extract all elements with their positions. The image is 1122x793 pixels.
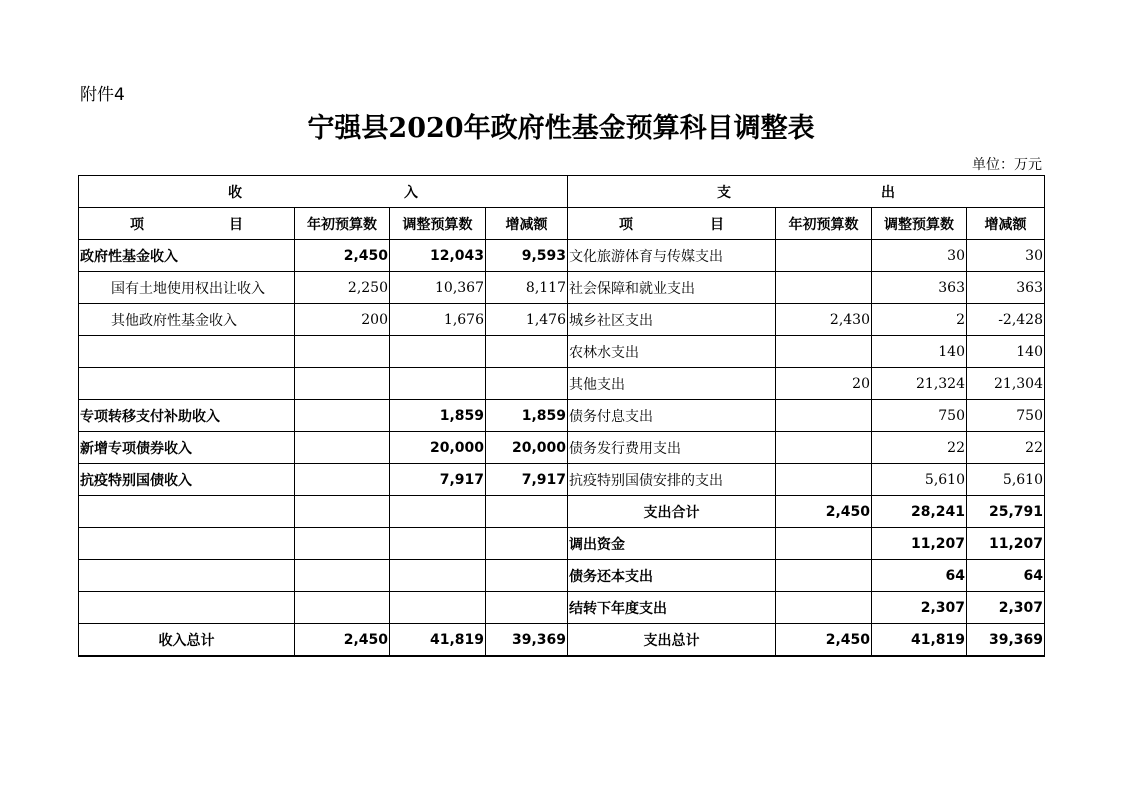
- income-item: 政府性基金收入: [79, 240, 295, 272]
- income-adjusted: 7,917: [390, 464, 486, 496]
- expense-initial: 2,450: [776, 624, 872, 657]
- expense-item-header: [568, 208, 776, 240]
- expense-adjusted: 5,610: [872, 464, 967, 496]
- income-adjusted: [390, 560, 486, 592]
- income-item: 专项转移支付补助收入: [79, 400, 295, 432]
- table-row-total: [79, 624, 1045, 657]
- expense-change-header: 增减额: [967, 208, 1045, 240]
- expense-change: 21,304: [967, 368, 1045, 400]
- expense-adjusted: 22: [872, 432, 967, 464]
- income-item: [79, 368, 295, 400]
- income-initial: 2,450: [295, 240, 390, 272]
- income-change: [486, 528, 568, 560]
- income-initial: [295, 464, 390, 496]
- income-initial: [295, 432, 390, 464]
- table-row: [79, 240, 1045, 272]
- income-change: [486, 560, 568, 592]
- income-initial: [295, 368, 390, 400]
- income-change: 8,117: [486, 272, 568, 304]
- expense-item: 社会保障和就业支出: [568, 272, 776, 304]
- expense-adjusted: 140: [872, 336, 967, 368]
- attachment-label: 附件4: [80, 85, 125, 105]
- income-adjusted: 1,859: [390, 400, 486, 432]
- expense-char-2: 出: [881, 184, 895, 201]
- expense-initial: [776, 560, 872, 592]
- expense-item: 调出资金: [568, 528, 776, 560]
- unit-label: 单位：万元: [972, 157, 1042, 173]
- expense-adjusted: 363: [872, 272, 967, 304]
- expense-change: 30: [967, 240, 1045, 272]
- income-initial: [295, 592, 390, 624]
- income-item: 国有土地使用权出让收入: [79, 272, 295, 304]
- income-char-2: 入: [404, 184, 418, 201]
- income-change-header: 增减额: [486, 208, 568, 240]
- income-change: 1,859: [486, 400, 568, 432]
- expense-initial: [776, 240, 872, 272]
- table-row: [79, 304, 1045, 336]
- expense-item: 债务还本支出: [568, 560, 776, 592]
- income-char-1: 收: [228, 184, 242, 201]
- income-change: [486, 496, 568, 528]
- income-adjusted: 10,367: [390, 272, 486, 304]
- income-item: 抗疫特别国债收入: [79, 464, 295, 496]
- expense-item: 支出总计: [568, 624, 776, 657]
- expense-initial: [776, 272, 872, 304]
- expense-adjusted: 64: [872, 560, 967, 592]
- section-header-row: [79, 176, 1045, 208]
- expense-item: 支出合计: [568, 496, 776, 528]
- column-header-row: [79, 208, 1045, 240]
- income-change: 9,593: [486, 240, 568, 272]
- income-adjusted: [390, 336, 486, 368]
- income-item: [79, 592, 295, 624]
- income-initial: [295, 560, 390, 592]
- income-item: 收入总计: [79, 624, 295, 657]
- expense-change: -2,428: [967, 304, 1045, 336]
- income-adjusted: 41,819: [390, 624, 486, 657]
- expense-change: 39,369: [967, 624, 1045, 657]
- table-row: [79, 400, 1045, 432]
- income-item: [79, 496, 295, 528]
- income-item: [79, 560, 295, 592]
- table-row: [79, 560, 1045, 592]
- income-section-header: [79, 176, 568, 208]
- expense-adjusted-header: 调整预算数: [872, 208, 967, 240]
- expense-item: 其他支出: [568, 368, 776, 400]
- expense-item: 债务发行费用支出: [568, 432, 776, 464]
- expense-item: 城乡社区支出: [568, 304, 776, 336]
- expense-change: 2,307: [967, 592, 1045, 624]
- table-row: [79, 528, 1045, 560]
- income-adjusted: [390, 592, 486, 624]
- income-adjusted: [390, 528, 486, 560]
- item-char-1: 项: [619, 216, 633, 233]
- income-initial: [295, 336, 390, 368]
- income-change: [486, 592, 568, 624]
- expense-adjusted: 30: [872, 240, 967, 272]
- expense-change: 11,207: [967, 528, 1045, 560]
- table-row: [79, 272, 1045, 304]
- income-item: [79, 528, 295, 560]
- income-initial: 200: [295, 304, 390, 336]
- table-row: [79, 464, 1045, 496]
- income-adjusted: 1,676: [390, 304, 486, 336]
- expense-initial: 2,430: [776, 304, 872, 336]
- expense-item: 抗疫特别国债安排的支出: [568, 464, 776, 496]
- item-char-2: 目: [710, 216, 724, 233]
- expense-initial-header: 年初预算数: [776, 208, 872, 240]
- income-initial: [295, 496, 390, 528]
- income-change: 7,917: [486, 464, 568, 496]
- income-adjusted: 12,043: [390, 240, 486, 272]
- expense-change: 140: [967, 336, 1045, 368]
- expense-adjusted: 21,324: [872, 368, 967, 400]
- item-char-1: 项: [130, 216, 144, 233]
- income-initial-header: 年初预算数: [295, 208, 390, 240]
- expense-item: 农林水支出: [568, 336, 776, 368]
- expense-initial: [776, 464, 872, 496]
- income-change: [486, 336, 568, 368]
- expense-initial: [776, 592, 872, 624]
- expense-adjusted: 28,241: [872, 496, 967, 528]
- table-row: [79, 432, 1045, 464]
- expense-adjusted: 11,207: [872, 528, 967, 560]
- income-initial: 2,250: [295, 272, 390, 304]
- income-adjusted: [390, 368, 486, 400]
- income-change: 1,476: [486, 304, 568, 336]
- expense-change: 750: [967, 400, 1045, 432]
- income-adjusted: 20,000: [390, 432, 486, 464]
- expense-change: 25,791: [967, 496, 1045, 528]
- income-adjusted: [390, 496, 486, 528]
- income-initial: [295, 400, 390, 432]
- item-char-2: 目: [229, 216, 243, 233]
- expense-initial: 20: [776, 368, 872, 400]
- expense-change: 363: [967, 272, 1045, 304]
- expense-change: 64: [967, 560, 1045, 592]
- income-item: [79, 336, 295, 368]
- expense-initial: [776, 400, 872, 432]
- page-title: 宁强县2020年政府性基金预算科目调整表: [307, 113, 815, 144]
- expense-initial: [776, 432, 872, 464]
- expense-adjusted: 750: [872, 400, 967, 432]
- income-item: 新增专项债券收入: [79, 432, 295, 464]
- income-change: [486, 368, 568, 400]
- table-row: [79, 496, 1045, 528]
- expense-section-header: [568, 176, 1045, 208]
- income-change: 39,369: [486, 624, 568, 657]
- expense-initial: [776, 528, 872, 560]
- table-row: [79, 368, 1045, 400]
- expense-char-1: 支: [717, 184, 731, 201]
- expense-adjusted: 41,819: [872, 624, 967, 657]
- expense-adjusted: 2: [872, 304, 967, 336]
- expense-item: 结转下年度支出: [568, 592, 776, 624]
- budget-adjustment-table: [78, 175, 1045, 657]
- income-initial: [295, 528, 390, 560]
- expense-change: 5,610: [967, 464, 1045, 496]
- income-change: 20,000: [486, 432, 568, 464]
- expense-item: 文化旅游体育与传媒支出: [568, 240, 776, 272]
- expense-item: 债务付息支出: [568, 400, 776, 432]
- expense-change: 22: [967, 432, 1045, 464]
- income-initial: 2,450: [295, 624, 390, 657]
- expense-adjusted: 2,307: [872, 592, 967, 624]
- table-row: [79, 336, 1045, 368]
- table-row: [79, 592, 1045, 624]
- income-item: 其他政府性基金收入: [79, 304, 295, 336]
- income-item-header: [79, 208, 295, 240]
- expense-initial: [776, 336, 872, 368]
- expense-initial: 2,450: [776, 496, 872, 528]
- income-adjusted-header: 调整预算数: [390, 208, 486, 240]
